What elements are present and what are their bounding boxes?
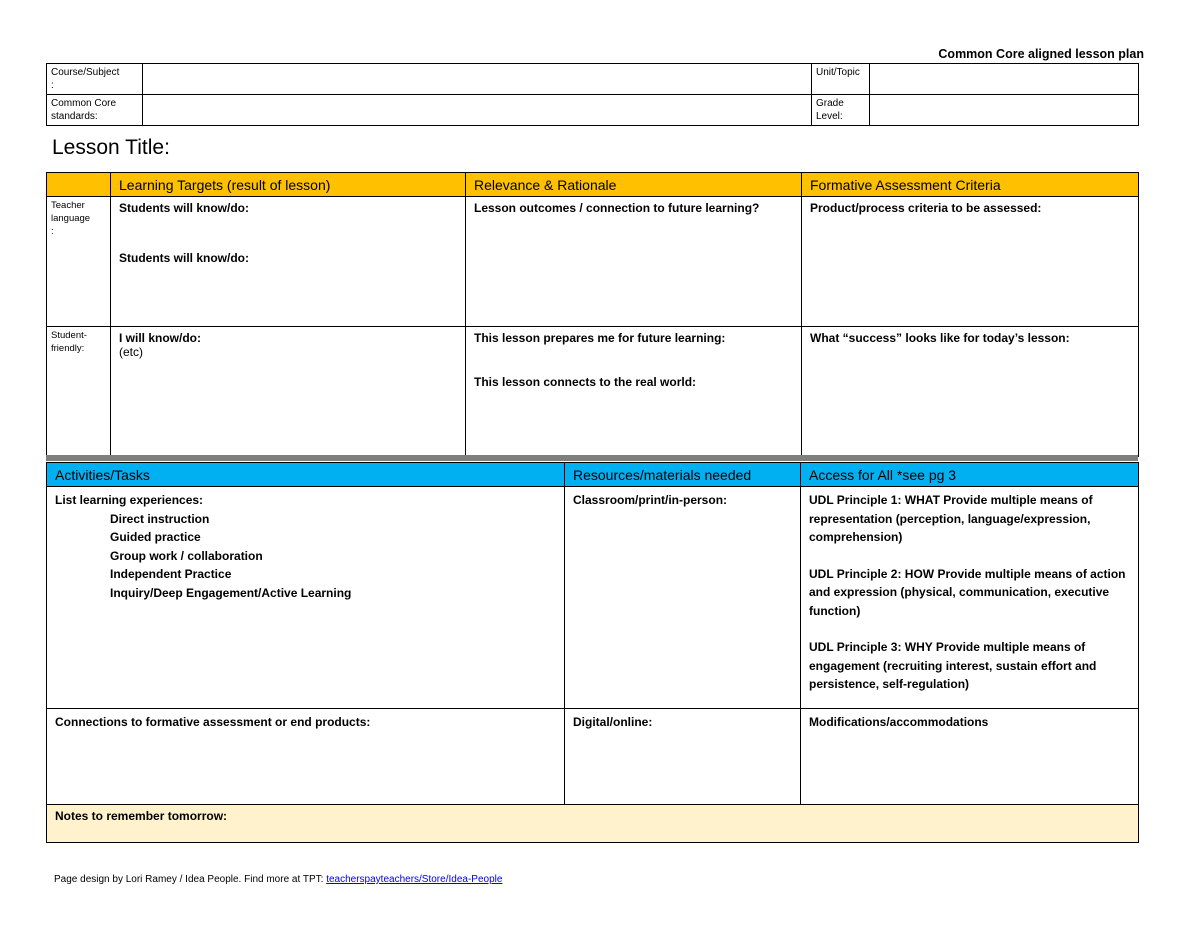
section-divider [46,455,1138,461]
assessment-header: Formative Assessment Criteria [802,173,1139,197]
tpt-store-link[interactable]: teacherspayteachers/Store/Idea-People [326,874,503,885]
access-header: Access for All *see pg 3 [801,463,1139,487]
activities-header: Activities/Tasks [47,463,565,487]
notes-cell[interactable]: Notes to remember tomorrow: [47,805,1139,843]
udl-principle-2: UDL Principle 2: HOW Provide multiple means of action and expression (physical, communication, executive function) [809,566,1126,618]
student-assessment-cell[interactable]: What “success” looks like for today’s lesson: [802,327,1139,457]
udl-principle-1: UDL Principle 1: WHAT Provide multiple means of representation (perception, language/expression, comprehension) [809,493,1093,544]
student-friendly-label: Student- friendly: [47,327,111,457]
course-subject-label: Course/Subject : [47,64,143,95]
classroom-resources-cell[interactable]: Classroom/print/in-person: [565,487,801,709]
footer-credit: Page design by Lori Ramey / Idea People. Find more at TPT: teacherspayteachers/Store/Idea-People [54,874,503,885]
course-info-table [46,63,1139,126]
list-item: Group work / collaboration [110,548,263,563]
resources-header: Resources/materials needed [565,463,801,487]
document-heading: Common Core aligned lesson plan [938,47,1144,61]
teacher-assessment-cell[interactable]: Product/process criteria to be assessed: [802,197,1139,327]
student-relevance-cell[interactable]: This lesson prepares me for future learning: This lesson connects to the real world: [466,327,802,457]
student-targets-cell[interactable]: I will know/do: (etc) [111,327,466,457]
list-label: List learning experiences: [55,493,204,507]
list-item: Independent Practice [110,567,232,581]
digital-resources-cell[interactable]: Digital/online: [565,709,801,805]
lesson-title: Lesson Title: [52,136,170,159]
grade-level-label: Grade Level: [812,95,870,126]
unit-topic-field[interactable] [870,64,1139,95]
unit-topic-label: Unit/Topic [812,64,870,95]
teacher-targets-cell[interactable]: Students will know/do: Students will know/do: [111,197,466,327]
teacher-language-label: Teacher language : [47,197,111,327]
grade-level-field[interactable] [870,95,1139,126]
list-item: Inquiry/Deep Engagement/Active Learning [110,585,352,600]
modifications-cell[interactable]: Modifications/accommodations [801,709,1139,805]
standards-field[interactable] [143,95,812,126]
activities-cell[interactable] [47,487,565,709]
udl-principle-3: UDL Principle 3: WHY Provide multiple means of engagement (recruiting interest, sustain effort and persistence, self-regulation) [809,640,1097,691]
connections-cell[interactable]: Connections to formative assessment or end products: [47,709,565,805]
learning-targets-header: Learning Targets (result of lesson) [111,173,466,197]
relevance-header: Relevance & Rationale [466,173,802,197]
standards-label: Common Core standards: [47,95,143,126]
list-item: Direct instruction [110,511,210,526]
udl-principles-cell[interactable] [801,487,1139,709]
list-item: Guided practice [110,530,201,544]
corner-header-cell [47,173,111,197]
teacher-relevance-cell[interactable]: Lesson outcomes / connection to future learning? [466,197,802,327]
learning-targets-table [46,172,1139,457]
activities-table [46,462,1139,843]
course-subject-field[interactable] [143,64,812,95]
